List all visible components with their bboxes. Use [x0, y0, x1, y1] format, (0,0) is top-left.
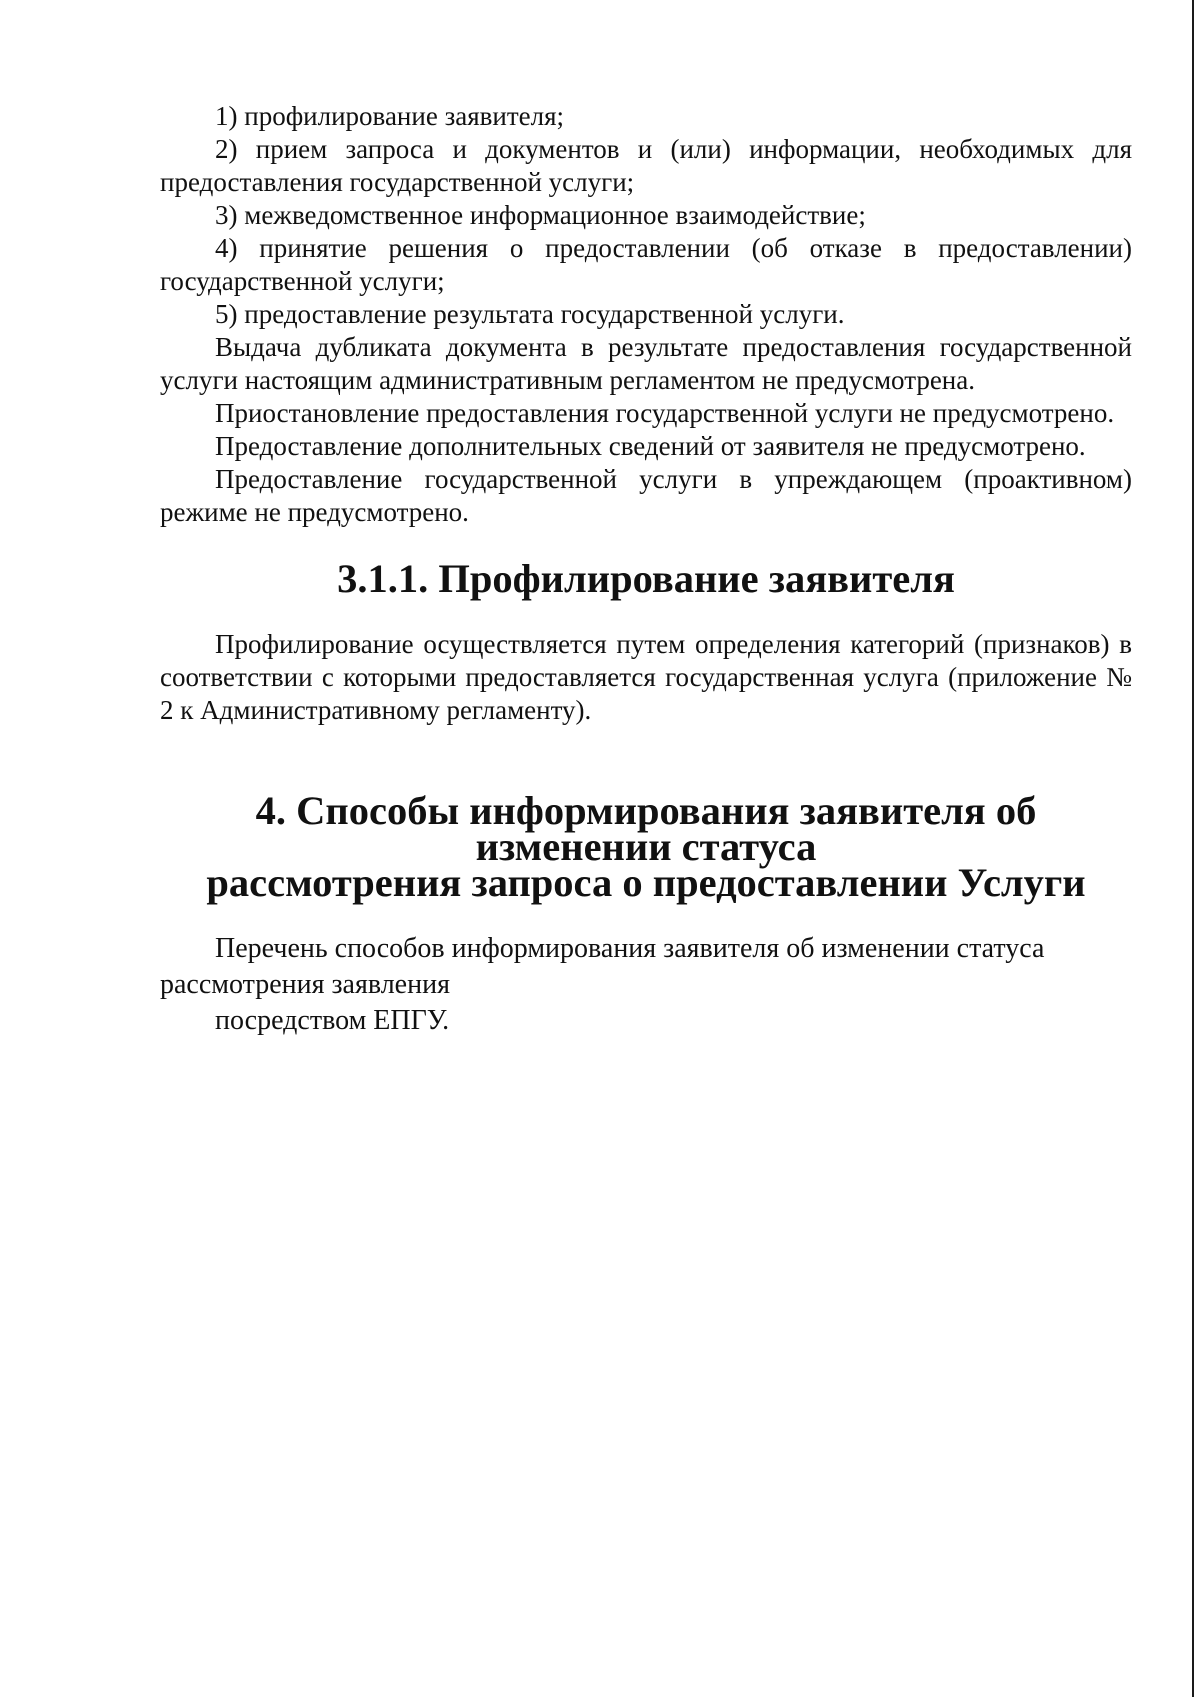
notification-methods-paragraph: Перечень способов информирования заявителя об изменении статуса рассмотрения заявления [160, 933, 1045, 1000]
step-2: 2) прием запроса и документов и (или) информации, необходимых для предоставления государственной услуги; [160, 134, 1132, 197]
duplicate-note: Выдача дубликата документа в результате предоставления государственной услуги настоящим административным регламентом не предусмотрена. [160, 332, 1132, 395]
section-4-heading [160, 788, 1132, 905]
step-5: 5) предоставление результата государственной услуги. [215, 299, 845, 329]
section-311-heading-text: 3.1.1. Профилирование заявителя [337, 556, 955, 601]
proactive-note: Предоставление государственной услуги в упреждающем (проактивном) режиме не предусмотрено. [160, 464, 1132, 527]
section-4-heading-line2: рассмотрения запроса о предоставлении Услуги [206, 860, 1086, 905]
section-4-heading-line1: 4. Способы информирования заявителя об изменении статуса [255, 788, 1037, 869]
additional-info-note: Предоставление дополнительных сведений от заявителя не предусмотрено. [215, 431, 1086, 461]
notification-method-epgu: посредством ЕПГУ. [215, 1005, 450, 1036]
page-edge-line [1192, 0, 1194, 1697]
step-3: 3) межведомственное информационное взаимодействие; [215, 200, 866, 230]
step-4: 4) принятие решения о предоставлении (об отказе в предоставлении) государственной услуги; [160, 233, 1132, 296]
suspension-note: Приостановление предоставления государственной услуги не предусмотрено. [215, 398, 1115, 428]
section-311-heading [160, 556, 1132, 601]
document-body [160, 100, 1132, 1039]
step-1: 1) профилирование заявителя; [215, 101, 565, 131]
profiling-paragraph: Профилирование осуществляется путем определения категорий (признаков) в соответствии с которыми предоставляется государственная услуга (приложение № 2 к Административному регламенту). [160, 629, 1132, 725]
